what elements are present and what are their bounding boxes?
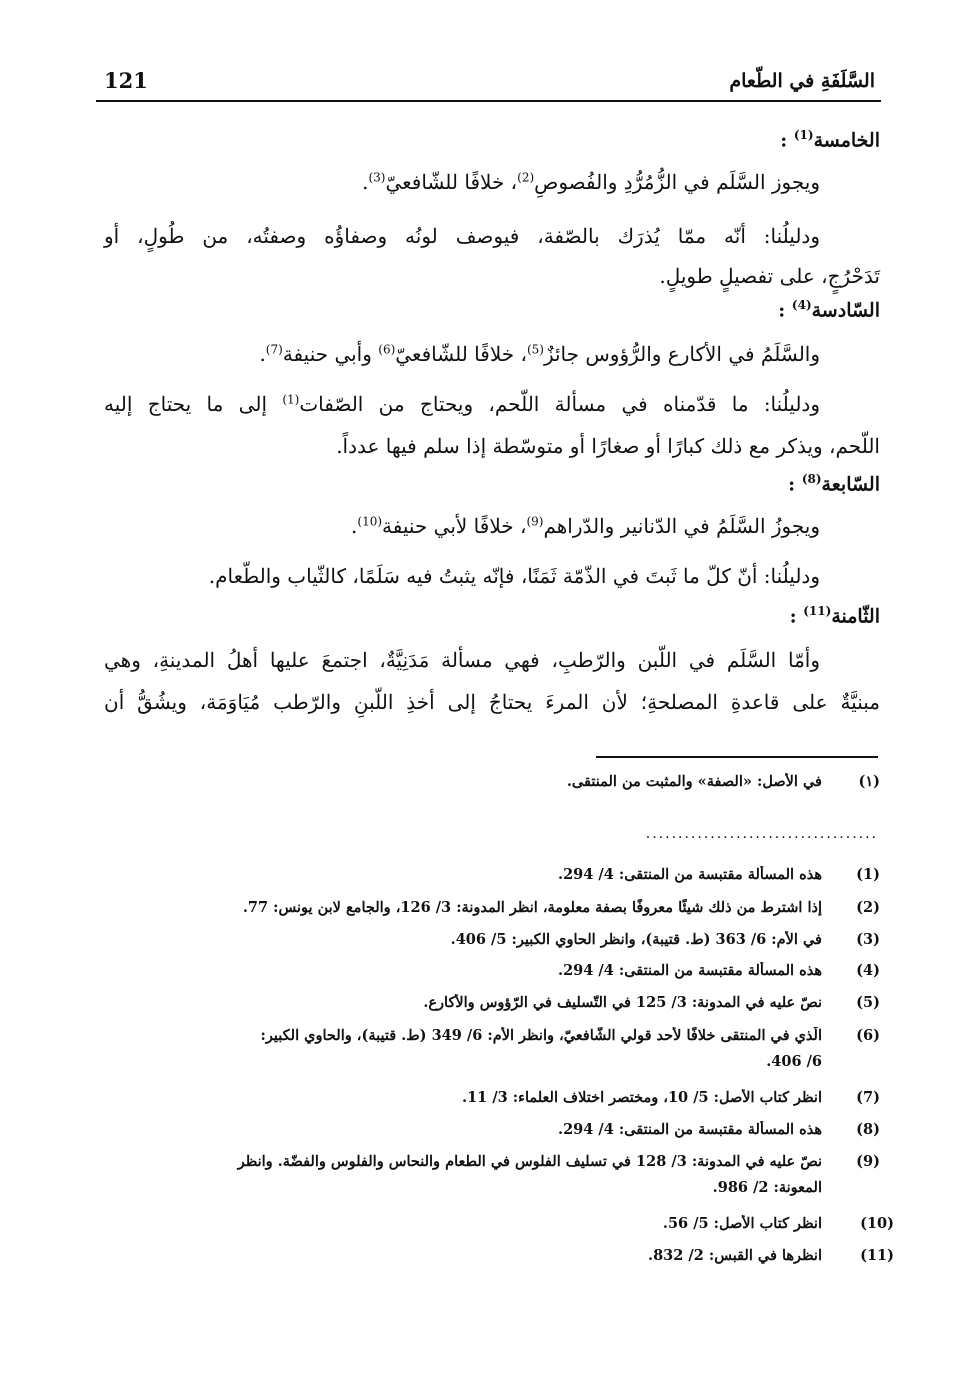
footnote-text: في الأم: 6/ 363 (ط. قتيبة)، وانظر الحاوي الكبير: 5/ 406. <box>450 931 822 948</box>
footnote-number: (11) <box>860 1247 894 1264</box>
running-title: السَّلَفَةِ في الطّعام <box>729 70 875 92</box>
heading-text: السّابعة <box>821 473 880 496</box>
colon: : <box>778 299 786 322</box>
paragraph <box>259 342 820 366</box>
section-heading-8 <box>790 604 880 627</box>
footnote-separator <box>596 756 878 758</box>
footnote-ref: (2) <box>517 170 535 185</box>
footnote-ref: (3) <box>368 170 386 185</box>
header-rule <box>96 100 881 102</box>
section-heading-5 <box>780 128 880 151</box>
footnote-text: هذه المسألة مقتبسة من المنتقى: 4/ 294. <box>558 962 822 979</box>
section-heading-7 <box>788 472 880 495</box>
footnote-ref: (4) <box>791 298 812 312</box>
paragraph-line: تَدَحْرُجٍ، على تفصيلٍ طويلٍ. <box>659 264 880 288</box>
footnote-number: (9) <box>856 1153 880 1170</box>
text: إلى ما يحتاج إليه <box>104 392 283 416</box>
footnote-ref: (7) <box>265 342 283 357</box>
page-number: 121 <box>104 68 148 93</box>
page-header <box>96 62 881 102</box>
paragraph-line: اللّحم، ويذكر مع ذلك كبارًا أو صغارًا أو متوسّطة إذا سلم فيها عدداً. <box>336 434 880 458</box>
footnote-ref: (1) <box>793 128 814 142</box>
footnote-number: (10) <box>860 1215 894 1232</box>
paragraph-line: ودليلُنا: أنّ كلّ ما ثَبتَ في الذّمّة ثَمَنًا، فإنّه يثبتُ فيه سَلَمًا، كالثّياب والطّعام. <box>208 564 820 588</box>
footnote-text: انظرها في القبس: 2/ 832. <box>648 1247 822 1264</box>
footnote-text: هذه المسألة مقتبسة من المنتقى: 4/ 294. <box>558 866 822 883</box>
text: ويجوز السَّلَم في الزُّمُرُّدِ والفُصوصِ <box>534 170 820 194</box>
colon: : <box>789 605 797 628</box>
footnote-number: (7) <box>856 1089 880 1106</box>
footnote-ref: (9) <box>526 514 544 529</box>
heading-text: السّادسة <box>811 299 880 322</box>
footnote-ref: (6) <box>378 342 396 357</box>
footnote-number: (8) <box>856 1121 880 1138</box>
colon: : <box>780 129 788 152</box>
footnote-text: انظر كتاب الأصل: 5/ 10، ومختصر اختلاف العلماء: 3/ 11. <box>462 1089 822 1106</box>
text: ، خلافًا للشّافعيّ <box>395 342 527 366</box>
paragraph <box>351 514 820 538</box>
footnote-ref: (5) <box>526 342 544 357</box>
text: ودليلُنا: ما قدّمناه في مسألة اللّحم، ويحتاج من الصّفات <box>299 392 820 416</box>
dotted-separator: .................................... <box>645 826 878 842</box>
text: ، خلافًا للشّافعيّ <box>385 170 518 194</box>
footnote-text: الّذي في المنتقى خلافًا لأحد قولي الشّافعيّ، وانظر الأم: 6/ 349 (ط. قتيبة)، والحاوي الكبير: <box>260 1027 822 1044</box>
footnote-number: (2) <box>856 899 880 916</box>
footnote-text: هذه المسألة مقتبسة من المنتقى: 4/ 294. <box>558 1121 822 1138</box>
colon: : <box>788 473 796 496</box>
footnote-text: نصّ عليه في المدونة: 3/ 128 في تسليف الفلوس في الطعام والنحاس والفلوس والفضّة. وانظر <box>237 1153 822 1170</box>
footnote-text: إذا اشترط من ذلك شيئًا معروفًا بصفة معلومة، انظر المدونة: 3/ 126، والجامع لابن يونس: 77. <box>242 899 822 916</box>
text: والسَّلَمُ في الأكارع والرُّؤوس جائزٌ <box>543 342 820 366</box>
footnote-text: انظر كتاب الأصل: 5/ 56. <box>662 1215 822 1232</box>
text: وأبي حنيفة <box>282 342 379 366</box>
paragraph-line: ودليلُنا: أنّه ممّا يُذرَك بالصّفة، فيوصف لونُه وصفاؤُه وصفتُه، من طُولٍ، أو <box>104 224 820 248</box>
footnote-number: (5) <box>856 994 880 1011</box>
footnote <box>104 1153 880 1209</box>
footnote-number: (6) <box>856 1027 880 1044</box>
text: . <box>259 342 266 366</box>
paragraph-line: مبنيَّةٌ على قاعدةِ المصلحةِ؛ لأن المرءَ يحتاجُ إلى أخذِ اللّبنِ والرّطب مُيَاوَمَة، ويشُقُّ أن <box>104 690 880 714</box>
footnote-ref: (1) <box>282 392 300 407</box>
footnote-number: (3) <box>856 931 880 948</box>
heading-text: الثّامنة <box>831 605 880 628</box>
footnote-ref: (8) <box>801 472 822 486</box>
paragraph-line: وأمّا السَّلَم في اللّبن والرّطبِ، فهي مسألة مَدَنِيَّةٌ، اجتمعَ عليها أهلُ المدينةِ، وهي <box>104 648 820 672</box>
heading-text: الخامسة <box>813 129 880 152</box>
text: . <box>351 514 358 538</box>
footnote-text-continued: المعونة: 2/ 986. <box>712 1179 822 1196</box>
paragraph <box>362 170 820 194</box>
footnote-text-continued: 6/ 406. <box>766 1053 822 1070</box>
text: ، خلافًا لأبي حنيفة <box>382 514 527 538</box>
section-heading-6 <box>778 298 880 321</box>
footnote-ref: (10) <box>357 514 383 529</box>
footnote-text: نصّ عليه في المدونة: 3/ 125 في التّسليف في الرّؤوس والأكارع. <box>423 994 822 1011</box>
paragraph-line <box>104 392 820 416</box>
footnote-number: (1) <box>856 866 880 883</box>
text: . <box>362 170 369 194</box>
footnote <box>104 1027 880 1083</box>
footnote-number: (١) <box>858 773 880 790</box>
text: ويجوزُ السَّلَمُ في الدّنانير والدّراهم <box>543 514 820 538</box>
footnote-text: في الأصل: «الصفة» والمثبت من المنتقى. <box>566 773 822 790</box>
footnote-ref: (11) <box>803 604 832 618</box>
footnote-number: (4) <box>856 962 880 979</box>
